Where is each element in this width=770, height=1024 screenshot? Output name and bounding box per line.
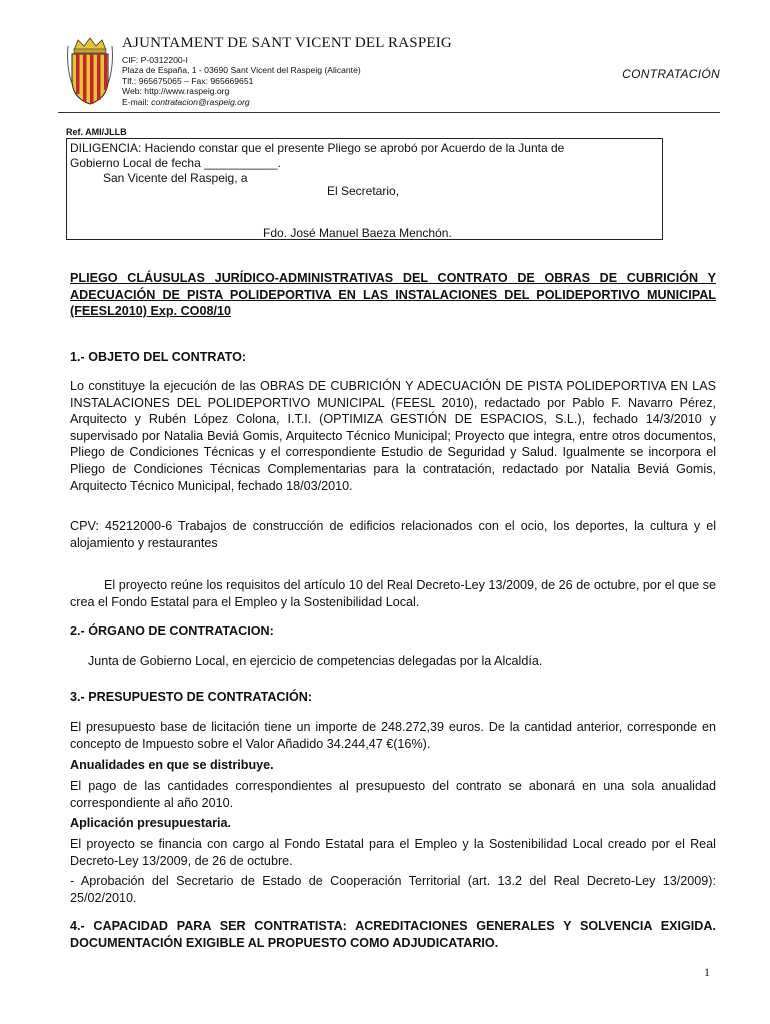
section-3-heading: 3.- PRESUPUESTO DE CONTRATACIÓN: <box>70 690 313 704</box>
section-3-subheading-anualidades: Anualidades en que se distribuye. <box>70 758 274 772</box>
section-4-heading: 4.- CAPACIDAD PARA SER CONTRATISTA: ACREDITACIONES GENERALES Y SOLVENCIA EXIGIDA. DOCUMENTACIÓN EXIGIBLE AL PROPUESTO COMO ADJUDICATARIO. <box>70 919 716 950</box>
phone-line: Tlf.: 965675065 – Fax: 965669651 <box>122 75 254 86</box>
diligencia-line-1: DILIGENCIA: Haciendo constar que el presente Pliego se aprobó por Acuerdo de la Junta de <box>70 141 565 155</box>
section-2-heading: 2.- ÓRGANO DE CONTRATACION: <box>70 624 274 638</box>
section-1-cpv: CPV: 45212000-6 Trabajos de construcción de edificios relacionados con el ocio, los deportes, la cultura y el alojamiento y restaurantes <box>70 519 716 550</box>
section-3-paragraph-2: El pago de las cantidades correspondientes al presupuesto del contrato se abonará en una sola anualidad correspondiente al año 2010. <box>70 779 716 810</box>
section-2-paragraph: Junta de Gobierno Local, en ejercicio de competencias delegadas por la Alcaldía. <box>88 654 543 668</box>
header-divider <box>58 112 720 113</box>
diligencia-box <box>66 138 663 240</box>
diligencia-line-2: Gobierno Local de fecha ___________. <box>70 156 281 170</box>
email-line <box>122 97 361 107</box>
section-3-paragraph-4: - Aprobación del Secretario de Estado de Cooperación Territorial (art. 13.2 del Real Decreto-Ley 13/2009): 25/02/2010. <box>70 874 716 905</box>
address-line: Plaza de España, 1 - 03690 Sant Vicent del Raspeig (Alicante) <box>122 65 361 76</box>
section-1-paragraph-2: El proyecto reúne los requisitos del artículo 10 del Real Decreto-Ley 13/2009, de 26 de octubre, por el que se crea el Fondo Estatal para el Empleo y la Sostenibilidad Local. <box>70 578 716 609</box>
document-title: PLIEGO CLÁUSULAS JURÍDICO-ADMINISTRATIVAS DEL CONTRATO DE OBRAS DE CUBRICIÓN Y ADECUACIÓN DE PISTA POLIDEPORTIVA EN LAS INSTALACIONES DEL POLIDEPORTIVO MUNICIPAL (FEESL2010) Exp. CO08/10 <box>70 271 716 319</box>
diligencia-secretary: El Secretario, <box>327 184 400 198</box>
web-line[interactable]: Web: http://www.raspeig.org <box>122 86 230 97</box>
section-3-subheading-aplicacion: Aplicación presupuestaria. <box>70 816 231 830</box>
section-1-paragraph: Lo constituye la ejecución de las OBRAS DE CUBRICIÓN Y ADECUACIÓN DE PISTA POLIDEPORTIVA EN LAS INSTALACIONES DEL POLIDEPORTIVO MUNICIPAL (FEESL 2010), redactado por Pablo F. Navarro Pérez, Arquitecto y Rubén López Colona, I.T.I. (OPTIMIZA GESTIÓN DE ESPACIOS, S.L.), fechado 14/3/2010 y supervisado por Natalia Beviá Gomis, Arquitecto Técnico Municipal; Proyecto que integra, entre otros documentos, Pliego de Condiciones Técnicas y el correspondiente Estudio de Seguridad y Salud. Igualmente se incorpora el Pliego de Condiciones Técnicas Complementarias para la contratación, redactado por Natalia Beviá Gomis, Arquitecto Técnico Municipal, fechado 18/03/2010. <box>70 379 716 493</box>
organization-name: AJUNTAMENT DE SANT VICENT DEL RASPEIG <box>122 35 452 51</box>
diligencia-line-3: San Vicente del Raspeig, a <box>103 171 248 185</box>
email-prefix: E-mail: <box>122 96 152 107</box>
organization-contact-block <box>122 55 361 107</box>
section-3-paragraph-1: El presupuesto base de licitación tiene un importe de 248.272,39 euros. De la cantidad anterior, corresponde en concepto de Impuesto sobre el Valor Añadido 34.244,47 €(16%). <box>70 720 716 751</box>
page-number: 1 <box>704 965 710 979</box>
reference-code: Ref. AMI/JLLB <box>66 127 127 137</box>
section-3-paragraph-3: El proyecto se financia con cargo al Fondo Estatal para el Empleo y la Sostenibilidad Local creado por el Real Decreto-Ley 13/2009, de 26 de octubre. <box>70 837 716 868</box>
department-label: CONTRATACIÓN <box>622 67 720 81</box>
cif-line: CIF: P-0312200-I <box>122 55 188 65</box>
diligencia-signature: Fdo. José Manuel Baeza Menchón. <box>263 226 452 240</box>
section-1-heading: 1.- OBJETO DEL CONTRATO: <box>70 350 247 364</box>
municipal-crest-icon <box>66 36 114 106</box>
email-link[interactable]: contratacion@raspeig.org <box>151 96 250 107</box>
